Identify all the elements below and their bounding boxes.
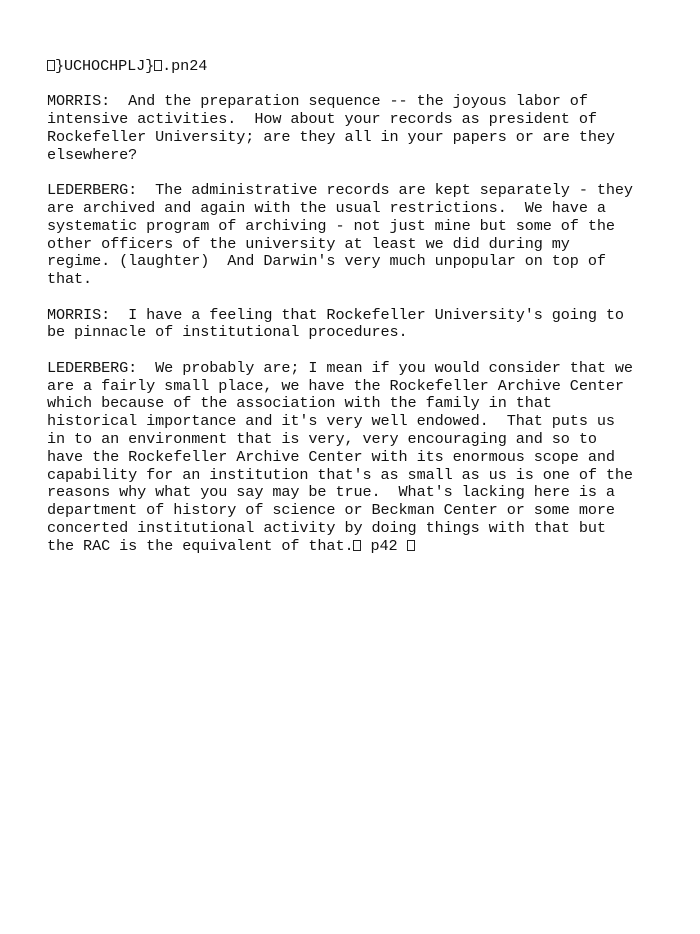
transcript-line: reasons why what you say may be true. What's lacking here is a: [47, 483, 615, 502]
page-ref: p42: [361, 536, 407, 555]
transcript-line: elsewhere?: [47, 145, 138, 164]
transcript-line: be pinnacle of institutional procedures.: [47, 323, 408, 342]
box-glyph-icon: [154, 60, 162, 71]
box-glyph-icon: [407, 540, 415, 551]
transcript-paragraph: [47, 93, 677, 164]
transcript-line: which because of the association with the family in that: [47, 394, 552, 413]
transcript-line: are archived and again with the usual restrictions. We have a: [47, 198, 606, 217]
transcript-line: historical importance and it's very well endowed. That puts us: [47, 412, 615, 431]
transcript-line: LEDERBERG: We probably are; I mean if you would consider that we: [47, 358, 633, 377]
transcript-line: capability for an institution that's as small as us is one of the: [47, 465, 633, 484]
transcript-body: [47, 93, 677, 555]
transcript-line: [47, 538, 677, 556]
transcript-line: other officers of the university at least we did during my: [47, 234, 570, 253]
page-header: [47, 58, 677, 76]
transcript-paragraph: [47, 182, 677, 289]
transcript-paragraph: [47, 360, 677, 556]
transcript-line-text: the RAC is the equivalent of that.: [47, 536, 354, 555]
box-glyph-icon: [47, 60, 55, 71]
header-line: [47, 58, 677, 76]
transcript-line: department of history of science or Beckman Center or some more: [47, 501, 615, 520]
transcript-paragraph: [47, 307, 677, 343]
transcript-line: intensive activities. How about your records as president of: [47, 110, 597, 129]
transcript-line: MORRIS: And the preparation sequence -- the joyous labor of: [47, 92, 588, 111]
transcript-line: regime. (laughter) And Darwin's very much unpopular on top of: [47, 252, 606, 271]
transcript-line: MORRIS: I have a feeling that Rockefeller University's going to: [47, 305, 624, 324]
header-page-ref: .pn24: [162, 57, 208, 75]
transcript-line: LEDERBERG: The administrative records are kept separately - they: [47, 181, 633, 200]
header-marker: }UCHOCHPLJ}: [55, 57, 155, 75]
transcript-line: concerted institutional activity by doing things with that but: [47, 518, 606, 537]
transcript-line: Rockefeller University; are they all in your papers or are they: [47, 127, 615, 146]
transcript-line: are a fairly small place, we have the Rockefeller Archive Center: [47, 376, 624, 395]
transcript-line: that.: [47, 270, 93, 289]
transcript-line: systematic program of archiving - not just mine but some of the: [47, 216, 615, 235]
transcript-page: [47, 58, 677, 573]
transcript-line: have the Rockefeller Archive Center with its enormous scope and: [47, 447, 615, 466]
transcript-line: in to an environment that is very, very encouraging and so to: [47, 429, 597, 448]
